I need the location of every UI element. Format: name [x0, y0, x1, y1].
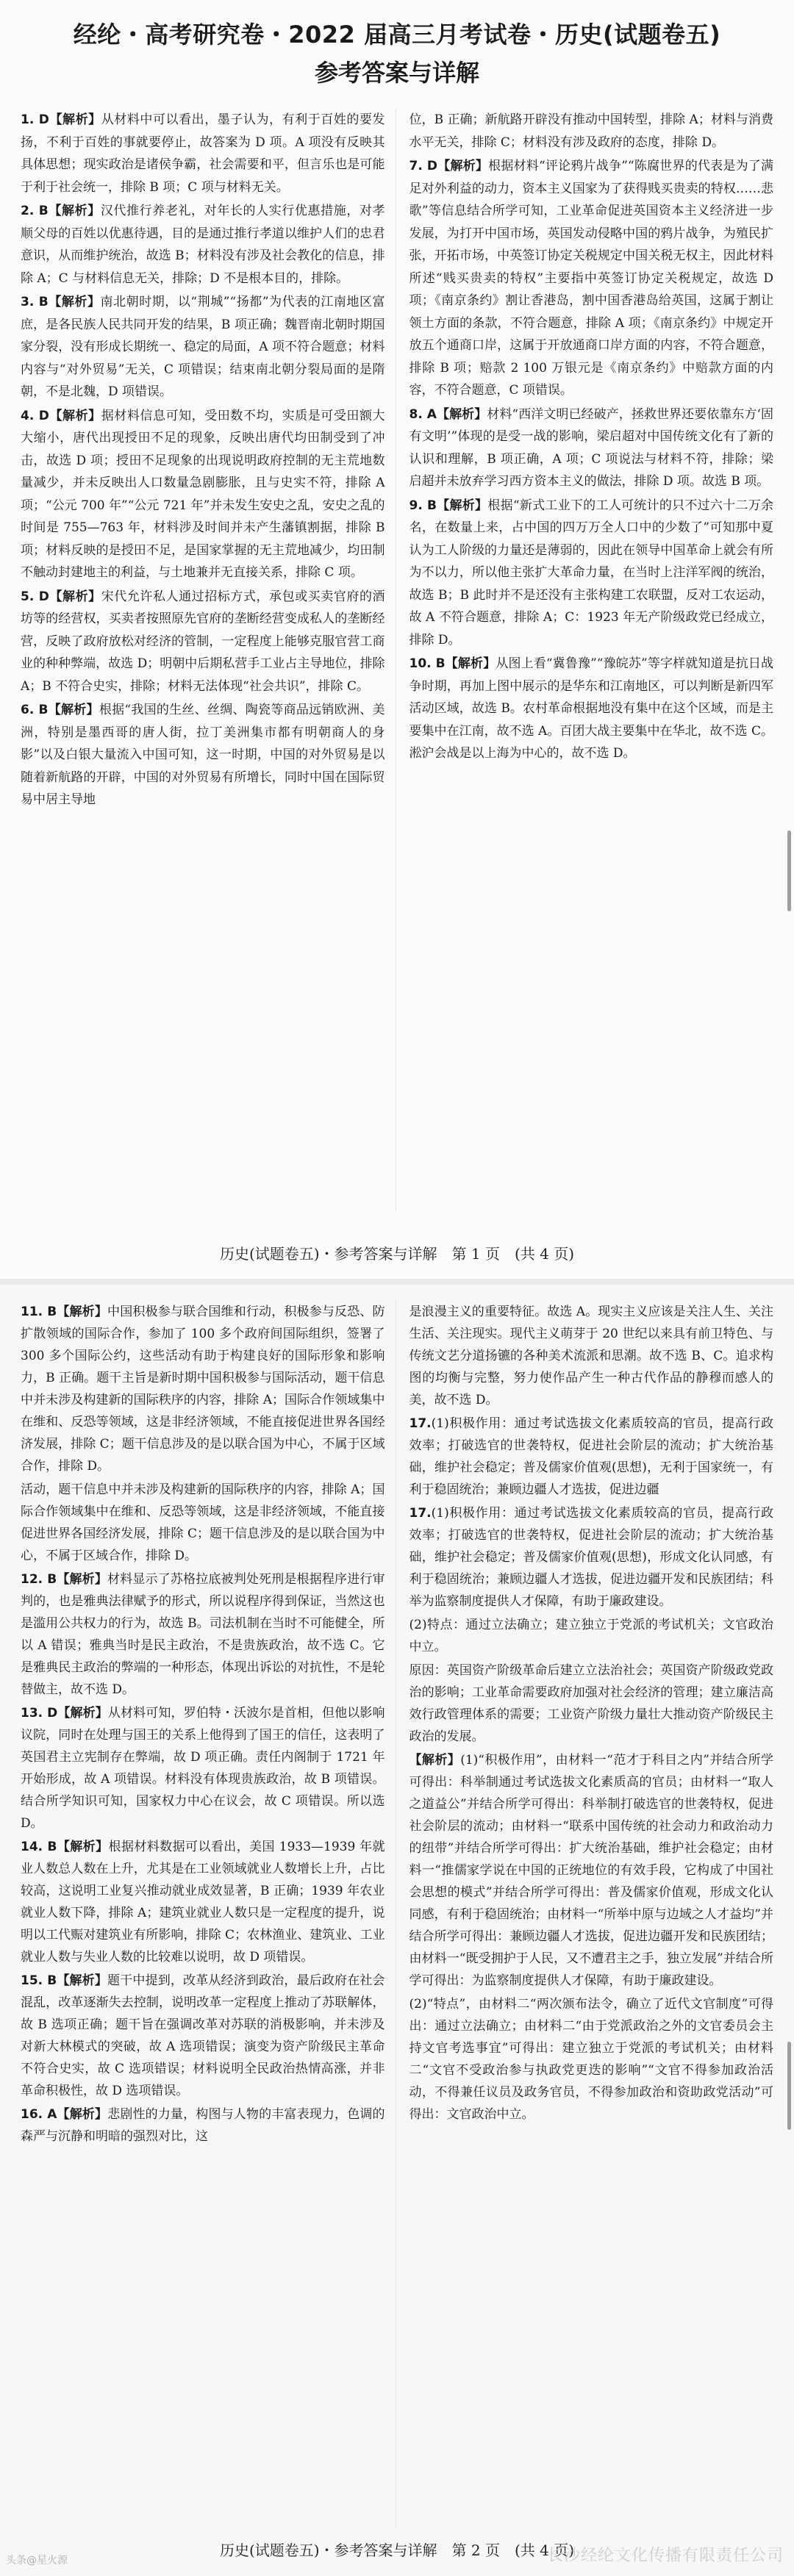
answer-text: (2)特点：通过立法确立；建立独立于党派的考试机关；文官政治中立。: [409, 1618, 773, 1654]
analysis-tag: 【 解析 】: [437, 407, 487, 422]
question-number: 6. B: [21, 703, 49, 717]
scrollbar-thumb[interactable]: [787, 2042, 791, 2130]
question-number: 3. B: [21, 295, 49, 309]
page2-columns: [21, 1301, 773, 2527]
answer-item: [21, 1836, 385, 1968]
answer-text: 南北朝时期，以“荆城”“扬都”为代表的江南地区富庶，是各民族人民共同开发的结果，B 项正确；魏晋南北朝时期国家分裂，没有形成长期统一、稳定的局面，A 项不符合题意；材料内容与“对外贸易”无关，C 项错误；结束南北朝分裂局面的是隋朝，不是北魏，D 项错误。: [21, 295, 385, 399]
answer-item: [21, 109, 385, 198]
answer-item: [21, 1970, 385, 2102]
question-number: 17.: [409, 1416, 432, 1431]
watermark-source: 头条@星火源: [6, 2555, 68, 2566]
answer-item: [409, 1749, 774, 1992]
question-number: 7. D: [409, 159, 438, 173]
analysis-tag: 【 解析 】: [49, 409, 101, 423]
analysis-tag: 【 解析 】: [57, 2107, 107, 2122]
answer-item: [21, 200, 385, 290]
answer-text: 根据材料数据可以看出，美国 1933—1939 年就业人数总人数在上升，尤其是在工业领域就业人数增长上升，占比较高，这说明工业复兴推动就业成效显著，B 正确；1939 年农业就业人数下降，排除 A；建筑业就业人数只是一定程度的提升，说明以工代赈对建筑业有所影响，排除 C；农林渔业、建筑业、工业就业人数与失业人数的比较难以说明，故 D 项错误。: [21, 1840, 385, 1965]
page-footer: 历史(试题卷五)・参考答案与详解 第 1 页 (共 4 页): [219, 1245, 575, 1263]
analysis-tag: 【 解析 】: [409, 1753, 461, 1768]
question-number: 10. B: [409, 656, 446, 671]
answer-item: [409, 109, 774, 154]
answer-item: [21, 1301, 385, 1477]
answer-text: 从材料可知，罗伯特・沃波尔是首相，但他以影响议院，同时在处理与国王的关系上他得到了国王的信任，这表明了英国君主立宪制存在弊端，故 D 项正确。责任内阁制于 1721 年开始形成，故 A 项错误。材料没有体现贵族政治，故 B 项错误。结合所学知识可知，国家权力中心在议会，故 C 项错误。所以选 D。: [21, 1706, 385, 1831]
answer-item: [409, 155, 774, 402]
answer-item: [409, 403, 774, 493]
answer-item: [409, 1993, 774, 2125]
page-subtitle: 参考答案与详解: [314, 59, 479, 87]
answer-item: [409, 1660, 774, 1748]
question-number: 15. B: [21, 1973, 57, 1988]
answer-text: 汉代推行养老礼，对年长的人实行优惠措施，对孝顺父母的百姓以优惠待遇，目的是通过推行孝道以维护人们的忠君意识，从而维护统治，故选 B；材料没有涉及社会教化的信息，排除 A；C 与材料信息无关，排除；D 不是根本目的，排除。: [21, 204, 385, 286]
analysis-tag: 【 解析 】: [49, 204, 101, 218]
question-number: 9. B: [409, 498, 437, 513]
page-separator: [0, 1279, 794, 1285]
analysis-tag: 【 解析 】: [49, 295, 101, 309]
answer-item: [21, 291, 385, 403]
answer-text: 从材料中可以看出，墨子认为，有利于百姓的要发扬，不利于百姓的事就要停止，故答案为 D 项。A 项没有反映其具体思想；现实政治是诸侯争霸，社会需要和平，但言乐也是可能于利于社会统一，排除 B 项；C 项与材料无关。: [21, 112, 385, 195]
answer-text: 悲剧性的力量，构图与人物的丰富表现力，色调的森严与沉静和明暗的强烈对比，这: [21, 2107, 385, 2144]
page2-left-column: [21, 1301, 396, 2527]
answer-text: 材料显示了苏格拉底被判处死刑是根据程序进行审判的，也是雅典法律赋予的形式，所以说程序得到保证，当然这也是滥用公共权力的行为，故选 B。司法机制在当时不可能健全，所以 A 错误；雅典当时是民主政治，不是贵族政治，故不选 C。它是雅典民主政治的弊端的一种形态，体现出诉讼的对抗性，不是轮替做主，故不选 D。: [21, 1572, 385, 1697]
answer-item: [21, 1568, 385, 1701]
analysis-tag: 【 解析 】: [437, 498, 487, 513]
answer-item: [409, 653, 774, 765]
answer-item: [409, 1502, 774, 1612]
watermark-publisher: 长沙经纶文化传播有限责任公司: [546, 2547, 784, 2565]
answer-item: [21, 2103, 385, 2148]
answer-item: [21, 405, 385, 584]
answer-text: 材料“西洋文明已经破产，拯救世界还要依靠东方‘固有文明’”体现的是受一战的影响，梁启超对中国传统文化有了新的认识和理解，B 项正确，A 项；C 项说法与材料不符，排除；梁启超并未放弃学习西方资本主义的做法，排除 D 项。故选 B 项。: [409, 406, 773, 489]
question-number: 1. D: [21, 112, 49, 127]
analysis-tag: 【 解析 】: [57, 1572, 107, 1587]
analysis-tag: 【 解析 】: [48, 703, 99, 717]
analysis-tag: 【 解析 】: [446, 656, 496, 671]
answer-text: (1)积极作用：通过考试选拔文化素质较高的官员，提高行政效率；打破选官的世袭特权，促进社会阶层的流动；扩大统治基础，维护社会稳定；普及儒家价值观(思想)，形成文化认同感，有利于稳固统治；兼顾边疆人才选拔，促进边疆开发和民族团结；科举为监察制度提供人才保障，有助于廉政建设。: [409, 1506, 773, 1609]
page-footer: 历史(试题卷五)・参考答案与详解 第 2 页 (共 4 页): [219, 2541, 575, 2559]
answer-text: 活动，题干信息中并未涉及构建新的国际秩序的内容，排除 A；国际合作领域集中在维和、反恐等领域，这是非经济领域，不能直接促进世界各国经济发展，排除 C；题干信息涉及的是以联合国为中心，不属于区域合作，排除 D。: [21, 1482, 385, 1563]
answer-text: (1)积极作用：通过考试选拔文化素质较高的官员，提高行政效率；打破选官的世袭特权，促进社会阶层的流动；扩大统治基础，维护社会稳定；普及儒家价值观(思想)，无利于国家统一，有利于稳固统治；兼顾边疆人才选拔，促进边疆: [409, 1416, 773, 1497]
question-number: 16. A: [21, 2107, 57, 2122]
page1-left-column: [21, 109, 396, 1211]
answer-text: 原因：英国资产阶级革命后建立立法治社会；英国资产阶级政党政治的影响；工业革命需要政府加强对社会经济的管理；建立廉洁高效行政管理体系的需要；工业资产阶级力量壮大推动资产阶级民主政治的发展。: [409, 1663, 773, 1744]
answer-text: 根据材料“评论鸦片战争”“陈腐世界的代表是为了满足对外利益的动力，资本主义国家为了获得贱买贵卖的特权……悲歌”等信息结合所学可知，工业革命促进英国资本主义经济进一步发展，为打开中国市场，英国发动侵略中国的鸦片战争，为殖民扩张，开拓市场，中英签订协定关税规定中国关税无权主，因此材料所述“贱买贵卖的特权”主要指中英签订协定关税规定，故选 D 项；《南京条约》割让香港岛，割中国香港岛给英国，这属于割让领土方面的条款，不符合题意，排除 A 项；《南京条约》中规定开放五个通商口岸，这属于开放通商口岸方面的内容，不符合题意，排除 B 项；赔款 2 100 万银元是《南京条约》中赔款方面的内容，不符合题意，C 项错误。: [409, 159, 773, 398]
answer-item: [409, 1413, 774, 1501]
question-number: 13. D: [21, 1706, 58, 1721]
question-number: 8. A: [409, 406, 437, 422]
answer-item: [21, 699, 385, 811]
answer-text: 根据“我国的生丝、丝绸、陶瓷等商品远销欧洲、美洲，特别是墨西哥的唐人街，拉丁美洲集市都有明朝商人的身影”以及白银大量流入中国可知，这一时期，中国的对外贸易是以随着新航路的开辟，中国的对外贸易有所增长，同时中国在国际贸易中居主导地: [21, 703, 385, 807]
answer-text: 据材料信息可知，受田数不均，实质是可受田额大大缩小，唐代出现授田不足的现象，反映出唐代均田制受到了冲击，故选 D 项；授田不足现象的出现说明政府控制的无主荒地数量减少，并未反映出人口数量急剧膨胀，且与史实不符，排除 A 项；“公元 700 年”“公元 721 年”并未发生安史之乱，安史之乱的时间是 755—763 年，材料涉及时间并未产生藩镇割据，排除 B 项；材料反映的是授田不足，是国家掌握的无主荒地减少，均田制不触动封建地主的利益，与土地兼并无直接关系，排除 C 项。: [21, 408, 385, 580]
page1-columns: [21, 109, 773, 1211]
answer-item: [21, 1702, 385, 1834]
question-number: 5. D: [21, 589, 49, 604]
answer-page-1: [0, 0, 794, 1279]
answer-text: 根据“新式工业下的工人可统计的只不过六十二万余名，在数量上来，占中国的四万万全人口中的少数了”可知那中夏认为工人阶级的力量还是薄弱的，因此在领导中国革命上就会有所为不以力，所以他主张扩大革命力量，在当时上注洋军阀的统治，故选 B；B 此时并不是还没有主张构建工农联盟，反对工农运动，故 A 不符合题意，排除 A；C：1923 年无产阶级政党已经成立，排除 D。: [409, 498, 773, 647]
answer-text: 是浪漫主义的重要特征。故选 A。现实主义应该是关注人生、关注生活、关注现实。现代主义萌芽于 20 世纪以来具有前卫特色、与传统文艺分道扬镳的各种美术流派和思潮。故不选 B、C。追求构图的均衡与完整，努力使作品产生一种古代作品的静穆而感人的美，故不选 D。: [409, 1305, 773, 1407]
analysis-tag: 【 解析 】: [57, 1840, 108, 1854]
answer-text: (2)“特点”，由材料二“两次颁布法令，确立了近代文官制度”可得出：通过立法确立；由材料二“由于党派政治之外的文官委员会主持文官考选事宜”可得出：建立独立于党派的考试机关；由材料二“文官不受政治参与执政党更迭的影响”“文官不得参加政治活动，不得兼任议员及政务官员，不得参加政治和资助政党活动”可得出：文官政治中立。: [409, 1997, 773, 2122]
answer-text: 位，B 正确；新航路开辟没有推动中国转型，排除 A；材料与消费水平无关，排除 C；材料没有涉及政府的态度，排除 D。: [409, 112, 773, 150]
answer-text: (1)“积极作用”，由材料一“范才于科目之内”并结合所学可得出：科举制通过考试选拔文化素质高的官员；由材料一“取人之道益公”并结合所学可得出：科举制打破选官的世袭特权，促进社会阶层的流动；由材料一“联系中国传统的社会动力和政治动力的纽带”并结合所学可得出：扩大统治基础，维护社会稳定；由材料一“推儒家学说在中国的正统地位的有效手段，它构成了中国社会思想的模式”并结合所学可得出：普及儒家价值观，形成文化认同感，有利于稳固统治；由材料一“所举中原与边域之人才益均”并结合所学可得出：兼顾边疆人才选拔，促进边疆开发和民族团结；由材料一“既受拥护于人民，又不遭君主之手，独立发展”并结合所学可得出：为监察制度提供人才保障，有助于廉政建设。: [409, 1753, 773, 1988]
answer-text: 从图上看“冀鲁豫”“豫皖苏”等字样就知道是抗日战争时期，再加上图中展示的是华东和江南地区，可以判断是新四军活动区域，故选 B。农村革命根据地没有集中在这个区域，而是主要集中在江南，故不选 A。百团大战主要集中在华北，故不选 C。淞沪会战是以上海为中心的，故不选 D。: [409, 656, 773, 761]
answer-item: [21, 1479, 385, 1567]
question-number: 11. B: [21, 1305, 57, 1319]
question-number: 2. B: [21, 204, 49, 218]
answer-page-2: [0, 1285, 794, 2576]
answer-text: 宋代允许私人通过招标方式，承包或买卖官府的酒坊等的经营权，买卖者按照原先官府的垄断经营变成私人的垄断经营，反映了政府放松对经济的管制，一定程度上能够克服官营工商业的种种弊端，故选 D；明朝中后期私营手工业占主导地位，排除 A；B 不符合史实，排除；材料无法体现“社会共识”，排除 C。: [21, 589, 385, 694]
question-number: 14. B: [21, 1840, 57, 1854]
page1-right-column: [409, 109, 774, 1211]
page-title: 经纶・高考研究卷・2022 届高三月考试卷・历史(试题卷五): [73, 21, 721, 49]
analysis-tag: 【 解析 】: [49, 112, 101, 127]
analysis-tag: 【 解析 】: [57, 1305, 107, 1319]
answer-item: [409, 495, 774, 652]
analysis-tag: 【 解析 】: [49, 589, 101, 604]
question-number: 4. D: [21, 408, 49, 423]
answer-text: 题干中提到，改革从经济到政治，最后政府在社会混乱，改革逐渐失去控制，说明改革一定程度上推动了苏联解体，故 B 选项正确；题干旨在强调改革对苏联的消极影响，并未涉及对新大林模式的突破，故 A 选项错误；演变为资产阶级民主革命不符合史实，故 C 选项错误；材料说明全民政治热情高涨，并非革命积极性，故 D 选项错误。: [21, 1973, 385, 2098]
answer-item: [409, 1614, 774, 1658]
answer-item: [21, 586, 385, 698]
question-number: 17.: [409, 1506, 432, 1521]
scrollbar-thumb[interactable]: [787, 830, 791, 911]
answer-text: 中国积极参与联合国维和行动，积极参与反恐、防扩散领域的国际合作，参加了 100 多个政府间国际组织，签署了 300 多个国际公约，这些活动有助于构建良好的国际形象和影响力，B 正确。题干主旨是新时期中国积极参与国际活动，题干信息中并未涉及构建新的国际秩序的内容，排除 A；国际合作领域集中在维和、反恐等领域，这是非经济领域，不能直接促进世界各国经济发展，排除 C；题干信息涉及的是以联合国为中心，不属于区域合作，排除 D。: [21, 1305, 385, 1474]
analysis-tag: 【 解析 】: [57, 1973, 107, 1988]
analysis-tag: 【 解析 】: [437, 159, 488, 173]
analysis-tag: 【 解析 】: [57, 1706, 108, 1721]
page2-right-column: [409, 1301, 774, 2527]
question-number: 12. B: [21, 1572, 57, 1587]
answer-item: [409, 1301, 774, 1411]
